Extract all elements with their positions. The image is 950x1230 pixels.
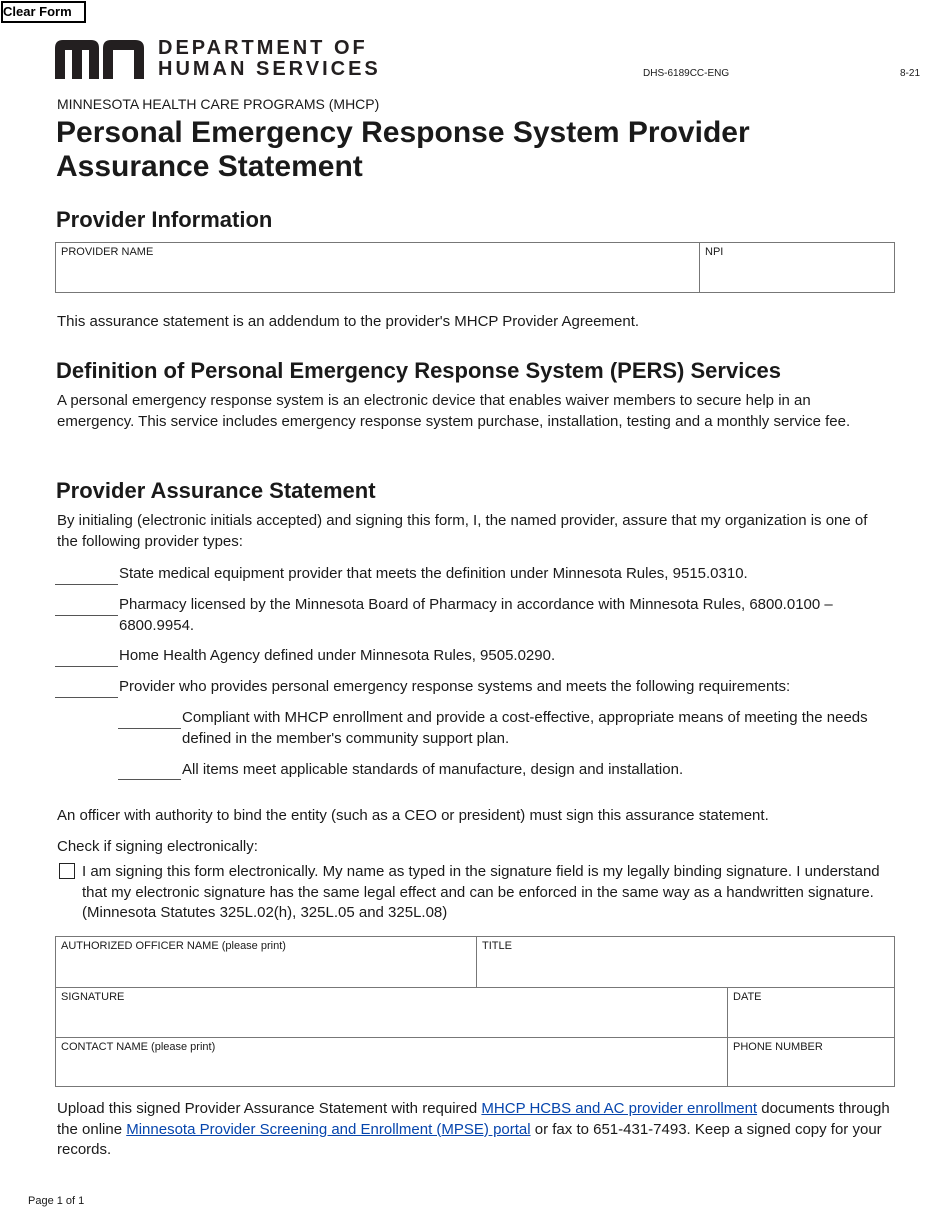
officer-name-label: AUTHORIZED OFFICER NAME (please print): [61, 940, 286, 952]
signature-table: [55, 936, 895, 1087]
initial-field-3[interactable]: [55, 666, 118, 667]
mpse-portal-link[interactable]: Minnesota Provider Screening and Enrollment (MPSE) portal: [126, 1120, 531, 1138]
definition-body: A personal emergency response system is an electronic device that enables waiver members to secure help in an emergency. This service includes emergency response system purchase, installation, testing and a monthly service fee.: [57, 392, 851, 430]
signature-row: [56, 987, 894, 1037]
provider-name-label: PROVIDER NAME: [61, 246, 154, 258]
officer-note: An officer with authority to bind the entity (such as a CEO or president) must sign this assurance statement.: [57, 807, 769, 824]
definition-heading: Definition of Personal Emergency Response System (PERS) Services: [56, 358, 782, 383]
provider-type-1: State medical equipment provider that meets the definition under Minnesota Rules, 9515.0310.: [119, 565, 748, 582]
assurance-heading: Provider Assurance Statement: [56, 478, 376, 503]
clear-form-button[interactable]: Clear Form: [1, 1, 86, 23]
upload-text-1: Upload this signed Provider Assurance Statement with required: [57, 1100, 482, 1117]
provider-type-4: Provider who provides personal emergency response systems and meets the following requirements:: [119, 678, 791, 695]
initial-field-1[interactable]: [55, 584, 118, 585]
signature-label: SIGNATURE: [61, 991, 125, 1003]
initial-field-4[interactable]: [55, 697, 118, 698]
signature-field[interactable]: [56, 988, 727, 1037]
program-name: MINNESOTA HEALTH CARE PROGRAMS (MHCP): [57, 96, 380, 112]
upload-text-2: documents through the online: [57, 1100, 890, 1138]
initial-field-2[interactable]: [55, 615, 118, 616]
assurance-intro: By initialing (electronic initials accepted) and signing this form, I, the named provider, assure that my organization is one of the following provider types:: [57, 512, 868, 550]
hcbs-enrollment-link[interactable]: MHCP HCBS and AC provider enrollment: [481, 1100, 758, 1117]
phone-field[interactable]: [727, 1038, 894, 1086]
initial-field-4b[interactable]: [118, 779, 181, 780]
department-name: [158, 38, 381, 80]
page-title: Personal Emergency Response System Provider Assurance Statement: [56, 116, 750, 183]
officer-name-field[interactable]: [56, 937, 476, 987]
date-label: DATE: [733, 991, 762, 1003]
page-number: Page 1 of 1: [28, 1195, 85, 1207]
requirement-2: All items meet applicable standards of manufacture, design and installation.: [182, 761, 684, 778]
officer-title-field[interactable]: [476, 937, 894, 987]
date-field[interactable]: [727, 988, 894, 1037]
dept-line-1: DEPARTMENT OF: [158, 37, 368, 59]
contact-name-label: CONTACT NAME (please print): [61, 1041, 216, 1053]
contact-name-field[interactable]: [56, 1038, 727, 1086]
provider-info-table: [55, 242, 895, 293]
phone-label: PHONE NUMBER: [733, 1041, 823, 1053]
dept-line-2: HUMAN SERVICES: [158, 58, 381, 80]
contact-row: [56, 1037, 894, 1086]
form-number: DHS-6189CC-ENG: [643, 68, 730, 79]
mn-logo-icon: [55, 40, 145, 80]
officer-row: [56, 937, 894, 987]
upload-text-3: or fax to 651-431-7493. Keep a signed copy for your records.: [57, 1120, 882, 1158]
revision-date: 8-21: [900, 68, 921, 79]
initial-field-4a[interactable]: [118, 728, 181, 729]
provider-name-field[interactable]: [56, 243, 699, 292]
check-prompt: Check if signing electronically:: [57, 838, 258, 855]
npi-field[interactable]: [699, 243, 895, 292]
provider-info-heading: Provider Information: [56, 207, 273, 232]
esign-checkbox[interactable]: [59, 863, 75, 879]
requirement-1: Compliant with MHCP enrollment and provide a cost-effective, appropriate means of meeting the needs defined in the member's community support plan.: [182, 709, 868, 747]
addendum-note: This assurance statement is an addendum to the provider's MHCP Provider Agreement.: [57, 313, 640, 330]
provider-type-2: Pharmacy licensed by the Minnesota Board of Pharmacy in accordance with Minnesota Rules, 6800.0100 – 6800.9954.: [119, 596, 833, 634]
upload-instructions: [57, 1099, 895, 1161]
title-label: TITLE: [482, 940, 512, 952]
provider-type-3: Home Health Agency defined under Minnesota Rules, 9505.0290.: [119, 647, 556, 664]
esign-statement: I am signing this form electronically. My name as typed in the signature field is my legally binding signature. I understand that my electronic signature has the same legal effect and can be enforced in the same way as a handwritten signature. (Minnesota Statutes 325L.02(h), 325L.05 and 325L.08): [82, 863, 880, 921]
npi-label: NPI: [705, 246, 724, 258]
